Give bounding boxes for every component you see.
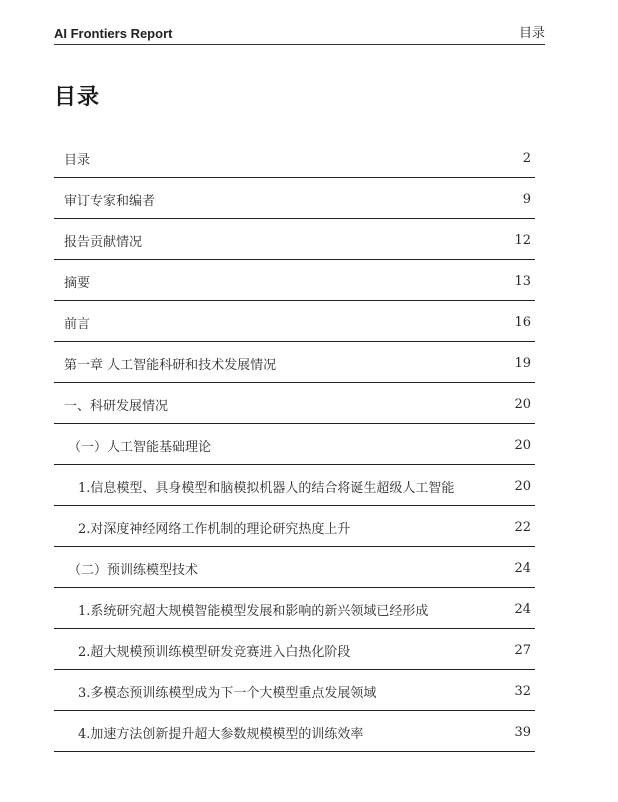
toc-entry-page: 12 [514, 232, 531, 248]
report-title: AI Frontiers Report [54, 26, 173, 41]
toc-entry-label: 前言 [64, 316, 91, 332]
toc-entry-label: 1.系统研究超大规模智能模型发展和影响的新兴领域已经形成 [78, 603, 429, 619]
toc-entry[interactable] [54, 670, 535, 711]
toc-entry-label: 2.超大规模预训练模型研发竞赛进入白热化阶段 [78, 644, 351, 660]
toc-entry-page: 9 [522, 191, 531, 207]
toc-entry[interactable] [54, 465, 535, 506]
toc-entry[interactable] [54, 342, 535, 383]
page-title: 目录 [54, 84, 101, 110]
toc-entry[interactable] [54, 711, 535, 752]
toc-entry-page: 27 [514, 642, 531, 658]
toc-entry-label: 摘要 [64, 275, 91, 291]
running-header [54, 24, 545, 45]
toc-entry[interactable] [54, 506, 535, 547]
toc-entry[interactable] [54, 137, 535, 178]
toc-entry[interactable] [54, 547, 535, 588]
toc-entry-page: 39 [514, 724, 531, 740]
toc-entry-label: 目录 [64, 152, 91, 168]
toc-entry-label: 1.信息模型、具身模型和脑模拟机器人的结合将诞生超级人工智能 [78, 480, 455, 496]
toc-entry-page: 24 [514, 601, 531, 617]
toc-entry-page: 20 [514, 437, 531, 453]
toc-entry[interactable] [54, 178, 535, 219]
toc-entry-page: 20 [514, 478, 531, 494]
toc-entry[interactable] [54, 629, 535, 670]
toc-entry[interactable] [54, 301, 535, 342]
toc-entry-label: 审订专家和编者 [64, 193, 156, 209]
toc-entry-page: 24 [514, 560, 531, 576]
toc-entry[interactable] [54, 219, 535, 260]
toc-entry-label: 3.多模态预训练模型成为下一个大模型重点发展领域 [78, 685, 377, 701]
table-of-contents [54, 137, 535, 752]
toc-entry-label: （一）人工智能基础理论 [68, 439, 212, 455]
toc-entry-page: 19 [514, 355, 531, 371]
toc-entry-label: 报告贡献情况 [64, 234, 143, 250]
toc-entry-page: 32 [514, 683, 531, 699]
toc-entry-page: 20 [514, 396, 531, 412]
toc-entry-label: 2.对深度神经网络工作机制的理论研究热度上升 [78, 521, 351, 537]
toc-entry-label: 4.加速方法创新提升超大参数规模模型的训练效率 [78, 726, 364, 742]
header-section: 目录 [518, 26, 545, 41]
toc-entry-label: 第一章 人工智能科研和技术发展情况 [64, 357, 277, 373]
toc-entry-label: 一、科研发展情况 [64, 398, 169, 414]
toc-entry[interactable] [54, 424, 535, 465]
toc-entry-label: （二）预训练模型技术 [68, 562, 199, 578]
toc-entry[interactable] [54, 260, 535, 301]
toc-entry-page: 22 [514, 519, 531, 535]
toc-entry[interactable] [54, 588, 535, 629]
toc-entry-page: 2 [522, 150, 531, 166]
toc-entry-page: 16 [514, 314, 531, 330]
toc-entry-page: 13 [514, 273, 531, 289]
toc-entry[interactable] [54, 383, 535, 424]
